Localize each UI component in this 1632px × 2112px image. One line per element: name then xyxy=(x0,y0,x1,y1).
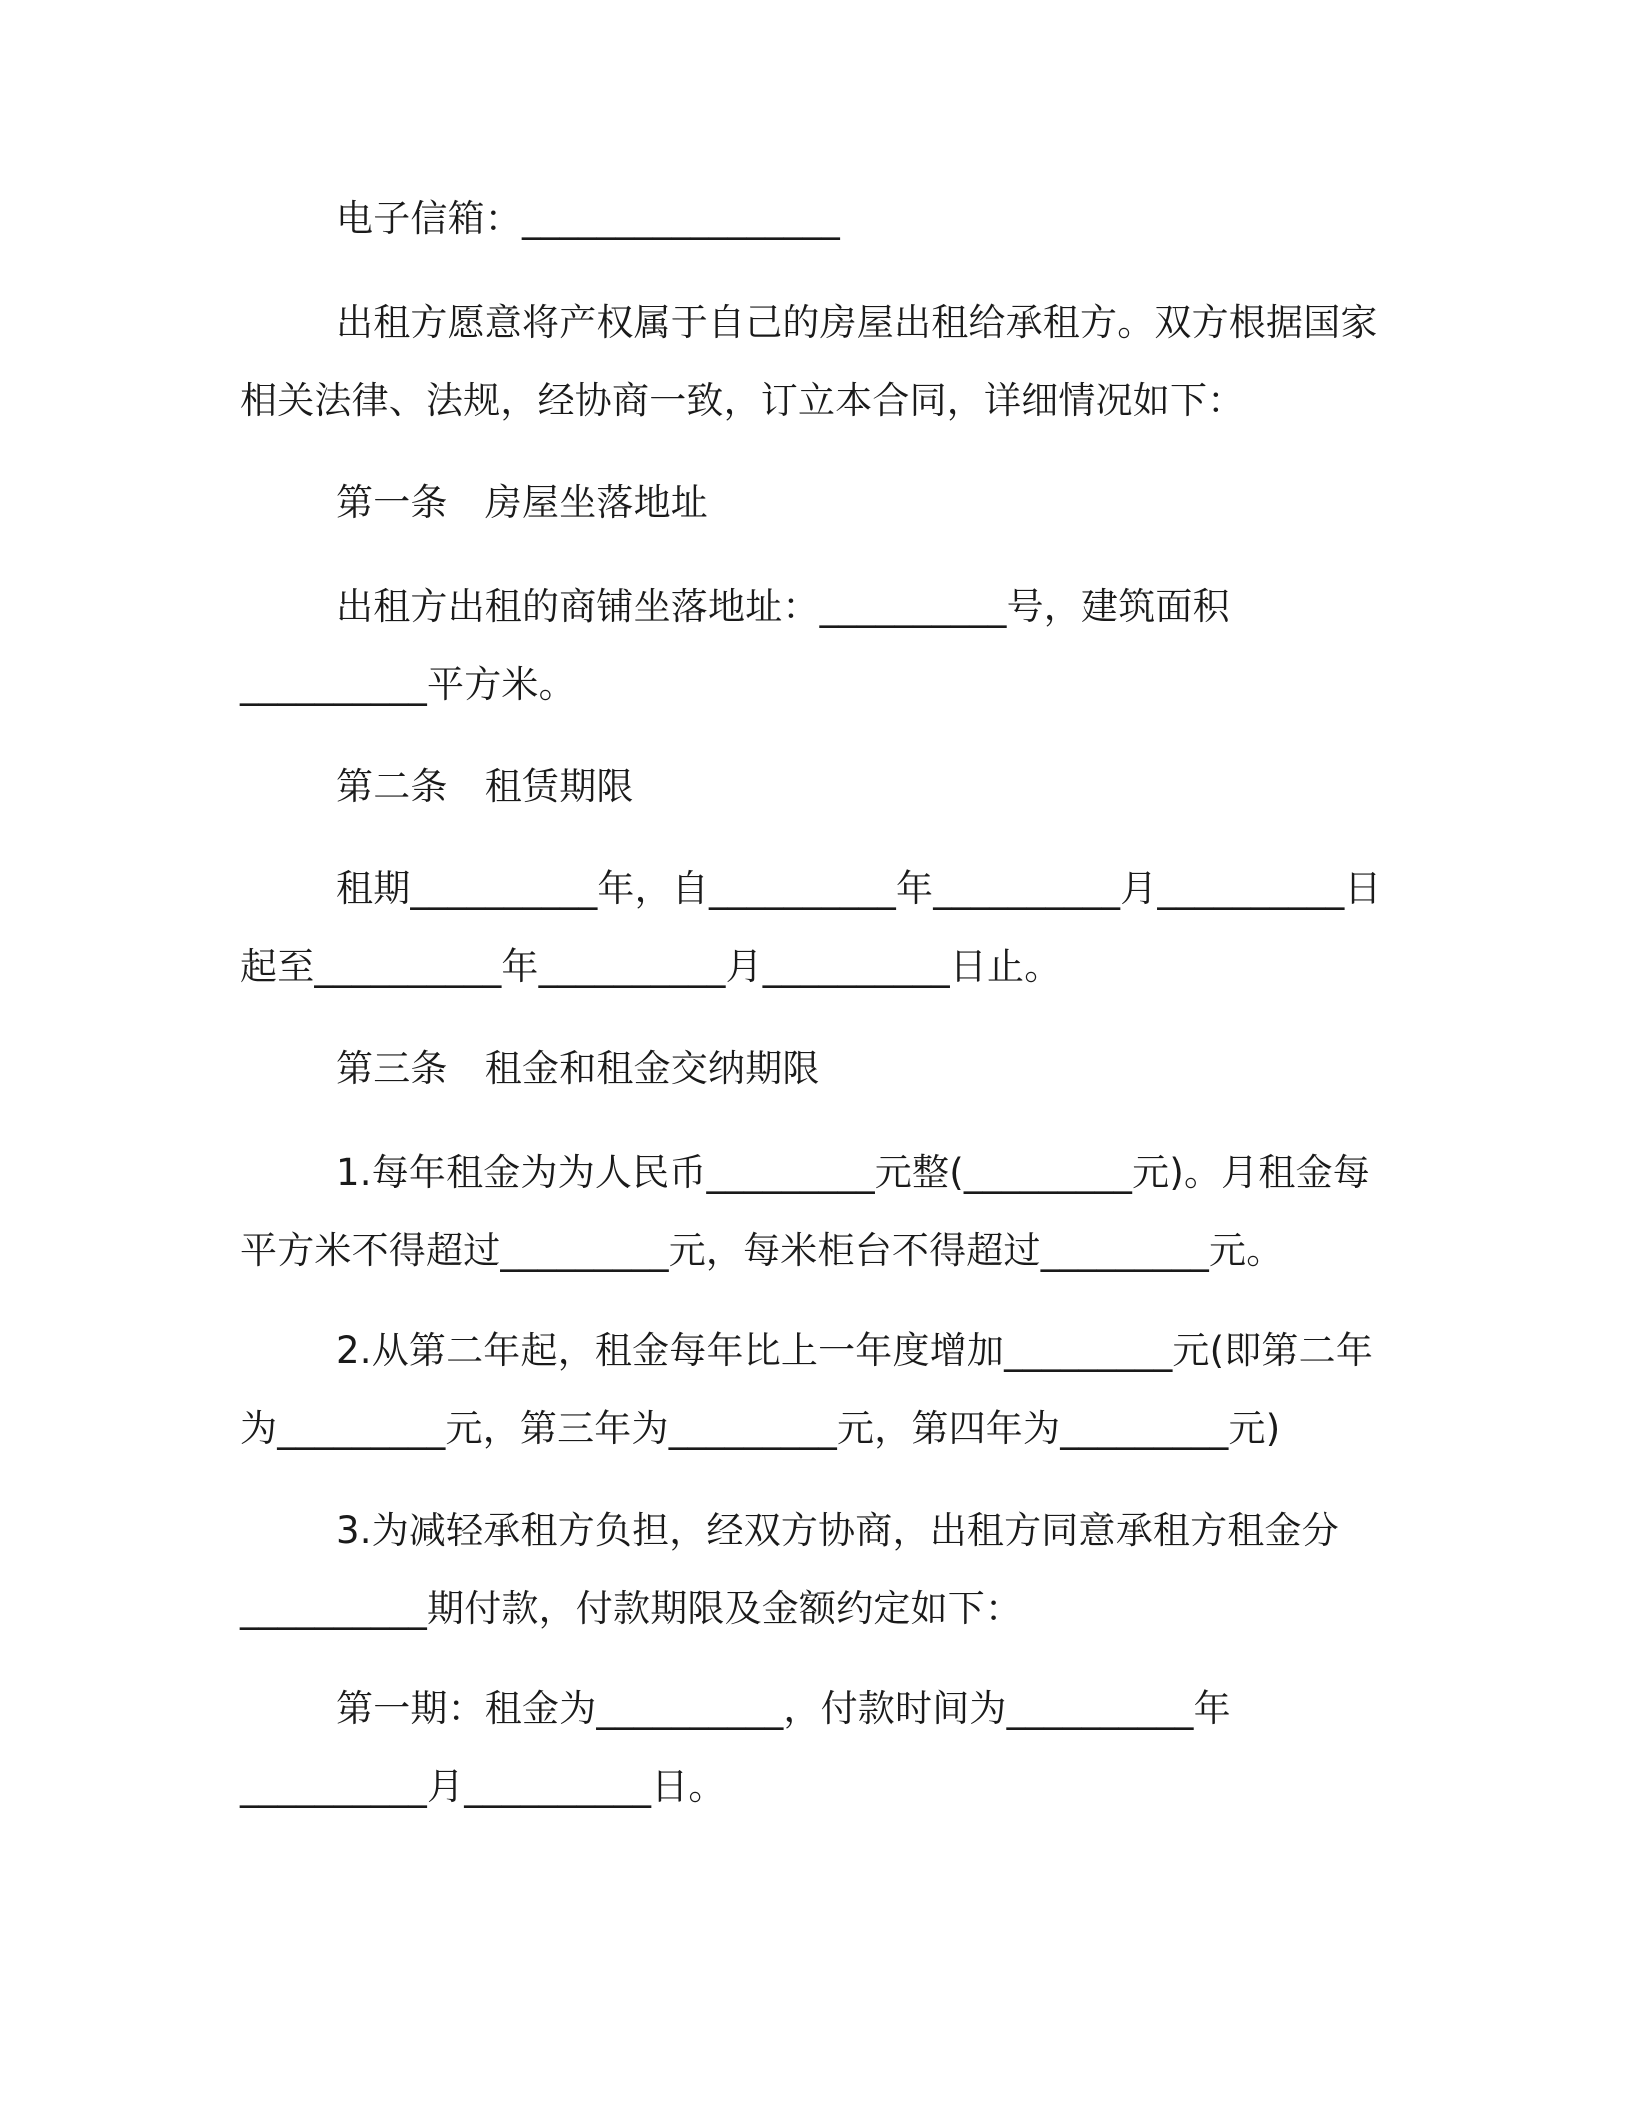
rent-clause-2-line-2: 为_________元，第三年为_________元，第四年为_________元) xyxy=(240,1407,1281,1450)
installment-1-line-1: 第一期：租金为__________，付款时间为__________年 xyxy=(336,1687,1231,1730)
address-line-1: 出租方出租的商铺坐落地址：__________号，建筑面积 xyxy=(336,585,1230,628)
term-line-2: 起至__________年__________月__________日止。 xyxy=(240,945,1062,988)
rent-clause-3-line-2: __________期付款，付款期限及金额约定如下： xyxy=(240,1587,1023,1630)
article-2-heading: 第二条 租赁期限 xyxy=(336,765,634,808)
rent-clause-1-line-1: 1.每年租金为为人民币_________元整(_________元)。月租金每 xyxy=(336,1151,1370,1194)
address-line-2: __________平方米。 xyxy=(240,663,576,706)
rent-clause-2-line-1: 2.从第二年起，租金每年比上一年度增加_________元(即第二年 xyxy=(336,1329,1374,1372)
term-line-1: 租期__________年，自__________年__________月__________日 xyxy=(336,867,1382,910)
article-3-heading: 第三条 租金和租金交纳期限 xyxy=(336,1047,820,1090)
email-line: 电子信箱：_________________ xyxy=(336,197,840,240)
installment-1-line-2: __________月__________日。 xyxy=(240,1765,726,1808)
article-1-heading: 第一条 房屋坐落地址 xyxy=(336,481,708,524)
preamble-line-1: 出租方愿意将产权属于自己的房屋出租给承租方。双方根据国家 xyxy=(336,301,1378,344)
rent-clause-3-line-1: 3.为减轻承租方负担，经双方协商，出租方同意承租方租金分 xyxy=(336,1509,1339,1552)
rent-clause-1-line-2: 平方米不得超过_________元，每米柜台不得超过_________元。 xyxy=(240,1229,1284,1272)
preamble-line-2: 相关法律、法规，经协商一致，订立本合同，详细情况如下： xyxy=(240,379,1245,422)
